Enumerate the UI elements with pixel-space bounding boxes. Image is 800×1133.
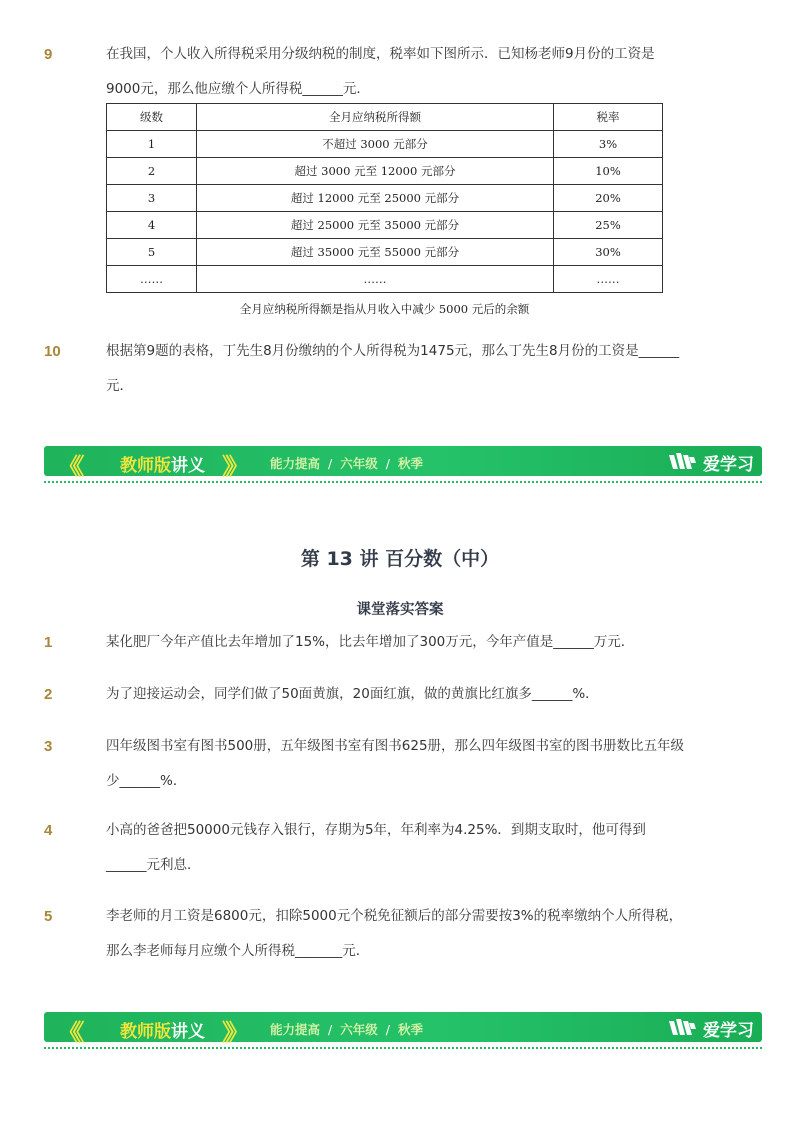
brand-logo-icon [667, 1017, 697, 1039]
brand-logo-icon [667, 451, 697, 473]
question-text [106, 677, 726, 712]
table-cell: 超过 3000 元至 12000 元部分 [197, 158, 554, 185]
question-number: 2 [44, 686, 53, 703]
question-text [106, 334, 726, 404]
header-banner [44, 446, 762, 486]
question-line: 根据第9题的表格，丁先生8月份缴纳的个人所得税为1475元，那么丁先生8月份的工资是______ [106, 343, 680, 359]
chevron-right-icon: 》》 [222, 454, 241, 480]
question-text [106, 813, 726, 883]
banner-dotted-divider [44, 481, 762, 483]
table-cell: …… [197, 266, 554, 293]
table-row [107, 185, 663, 212]
lecture-title: 第 13 讲 百分数（中） [300, 548, 500, 570]
table-row [107, 239, 663, 266]
banner-title-part2: 讲义 [171, 456, 205, 476]
table-cell: 30% [554, 239, 663, 266]
header-taxable-income: 全月应纳税所得额 [197, 104, 554, 131]
banner-separator: / [385, 1022, 390, 1037]
table-cell: 1 [107, 131, 197, 158]
table-header-row [107, 104, 663, 131]
table-cell: 2 [107, 158, 197, 185]
brand-name: 爱学习 [703, 454, 754, 475]
banner-separator: / [328, 456, 333, 471]
question-line: 某化肥厂今年产值比去年增加了15%，比去年增加了300万元，今年产值是______万元． [106, 634, 635, 650]
table-note: 全月应纳税所得额是指从月收入中减少 5000 元后的余额 [239, 302, 530, 316]
question-line: 那么李老师每月应缴个人所得税_______元． [106, 943, 370, 959]
banner-subtitle [270, 454, 423, 472]
banner-grade: 六年级 [340, 456, 378, 471]
banner-title-part1: 教师版 [120, 456, 171, 476]
banner-title [120, 451, 205, 476]
question-text [106, 899, 726, 969]
banner-season: 秋季 [397, 456, 423, 471]
banner-title [120, 1017, 205, 1042]
brand [667, 450, 754, 474]
table-cell: 4 [107, 212, 197, 239]
question-line: 9000元，那么他应缴个人所得税______元． [106, 81, 370, 97]
banner-dotted-divider [44, 1047, 762, 1049]
banner-separator: / [385, 456, 390, 471]
table-cell: 3 [107, 185, 197, 212]
question-text [106, 37, 726, 107]
table-cell: …… [554, 266, 663, 293]
question-line: 在我国，个人收入所得税采用分级纳税的制度，税率如下图所示．已知杨老师9月份的工资是 [106, 46, 655, 62]
banner-grade: 六年级 [340, 1022, 378, 1037]
question-number: 3 [44, 738, 53, 755]
table-cell: 5 [107, 239, 197, 266]
section-title: 课堂落实答案 [356, 602, 444, 618]
table-cell: 10% [554, 158, 663, 185]
footer-banner [44, 1012, 762, 1052]
chevron-left-icon: 《《 [58, 1020, 77, 1046]
banner-course: 能力提高 [270, 1022, 321, 1037]
question-line: 小高的爸爸把50000元钱存入银行，存期为5年，年利率为4.25%．到期支取时，他可得到 [106, 822, 646, 838]
banner-season: 秋季 [397, 1022, 423, 1037]
table-cell: 25% [554, 212, 663, 239]
question-number: 1 [44, 634, 53, 651]
table-cell: 3% [554, 131, 663, 158]
table-cell: …… [107, 266, 197, 293]
banner-title-part1: 教师版 [120, 1022, 171, 1042]
banner-subtitle [270, 1020, 423, 1038]
question-number: 9 [44, 46, 53, 63]
table-cell: 超过 35000 元至 55000 元部分 [197, 239, 554, 266]
banner-course: 能力提高 [270, 456, 321, 471]
question-line: 少______%． [106, 773, 187, 789]
table-cell: 超过 12000 元至 25000 元部分 [197, 185, 554, 212]
question-line: 四年级图书室有图书500册，五年级图书室有图书625册，那么四年级图书室的图书册数比五年级 [106, 738, 685, 754]
banner-separator: / [328, 1022, 333, 1037]
question-line: 李老师的月工资是6800元，扣除5000元个税免征额后的部分需要按3%的税率缴纳个人所得税， [106, 908, 683, 924]
table-cell: 不超过 3000 元部分 [197, 131, 554, 158]
question-number: 4 [44, 822, 53, 839]
question-line: ______元利息． [106, 857, 201, 873]
header-level: 级数 [107, 104, 197, 131]
question-line: 为了迎接运动会，同学们做了50面黄旗，20面红旗，做的黄旗比红旗多______%． [106, 686, 599, 702]
table-row [107, 131, 663, 158]
question-number: 10 [44, 343, 61, 360]
question-text [106, 625, 726, 660]
brand-name: 爱学习 [703, 1020, 754, 1041]
question-text [106, 729, 726, 799]
brand [667, 1016, 754, 1040]
table-cell: 超过 25000 元至 35000 元部分 [197, 212, 554, 239]
table-row [107, 212, 663, 239]
question-line: 元． [106, 378, 133, 394]
chevron-right-icon: 》》 [222, 1020, 241, 1046]
chevron-left-icon: 《《 [58, 454, 77, 480]
question-number: 5 [44, 908, 53, 925]
banner-title-part2: 讲义 [171, 1022, 205, 1042]
tax-rate-table [106, 103, 663, 293]
table-row [107, 158, 663, 185]
table-cell: 20% [554, 185, 663, 212]
table-row [107, 266, 663, 293]
header-tax-rate: 税率 [554, 104, 663, 131]
